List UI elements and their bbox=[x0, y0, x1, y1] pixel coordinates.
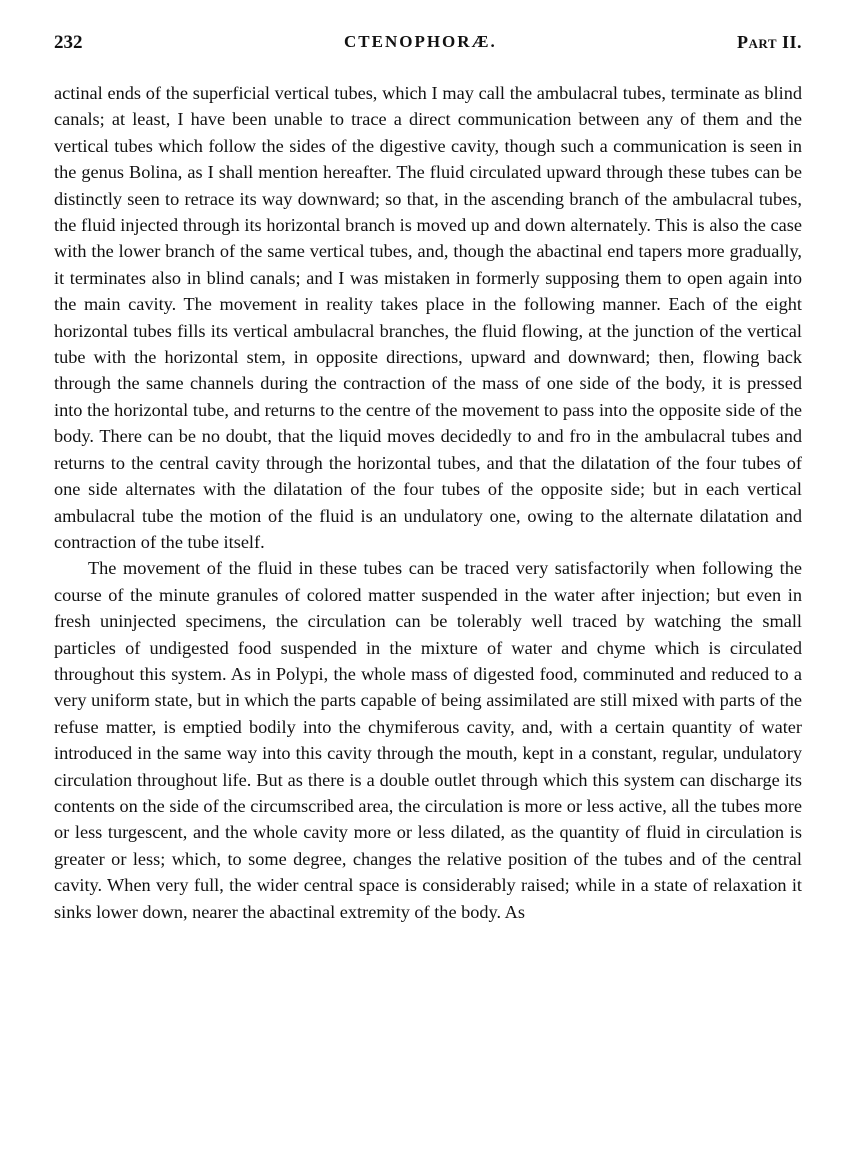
part-label: Part II. bbox=[737, 32, 802, 52]
running-title: CTENOPHORÆ. bbox=[344, 32, 497, 51]
paragraph-continued: actinal ends of the superficial vertical tubes, which I may call the ambulacral tubes, terminate as blind canals; at least, I have been unable to trace a direct communication between any of them and the vertical tubes which follow the sides of the digestive cavity, though such a communication is seen in the genus Bolina, as I shall mention hereafter. The fluid circulated upward through these tubes can be distinctly seen to retrace its way downward; so that, in the ascending branch of the ambulacral tubes, the fluid injected through its horizontal branch is moved up and down alternately. This is also the case with the lower branch of the same vertical tubes, and, though the abactinal end tapers more gradually, it terminates also in blind canals; and I was mistaken in formerly supposing them to open again into the main cavity. The movement in reality takes place in the following manner. Each of the eight horizontal tubes fills its vertical ambulacral branches, the fluid flowing, at the junction of the vertical tube with the horizontal stem, in opposite directions, upward and downward; then, flowing back through the same channels during the contraction of the mass of one side of the body, it is pressed into the horizontal tube, and returns to the centre of the movement to pass into the opposite side of the body. There can be no doubt, that the liquid moves decidedly to and fro in the ambulacral tubes and returns to the central cavity through the horizontal tubes, and that the dilatation of the four tubes of one side alternates with the dilatation of the four tubes of the opposite side; but in each vertical ambulacral tube the motion of the fluid is an undulatory one, owing to the alternate dilatation and contraction of the tube itself. bbox=[54, 83, 802, 552]
paragraph: The movement of the fluid in these tubes can be traced very satisfactorily when following the course of the minute granules of colored matter suspended in the water after injection; but even in fresh uninjected specimens, the circulation can be tolerably well traced by watching the small particles of undigested food suspended in the mixture of water and chyme which is circulated throughout this system. As in Polypi, the whole mass of digested food, comminuted and reduced to a very uniform state, but in which the parts capable of being assimilated are still mixed with parts of the refuse matter, is emptied bodily into the chymiferous cavity, and, with a certain quantity of water introduced in the same way into this cavity through the mouth, kept in a constant, regular, undulatory circulation throughout life. But as there is a double outlet through which this system can discharge its contents on the side of the circumscribed area, the circulation is more or less active, all the tubes more or less turgescent, and the whole cavity more or less dilated, as the quantity of fluid in circulation is greater or less; which, to some degree, changes the relative position of the tubes and of the central cavity. When very full, the wider central space is considerably raised; while in a state of relaxation it sinks lower down, nearer the abactinal extremity of the body. As bbox=[54, 558, 802, 922]
page-number: 232 bbox=[54, 32, 83, 53]
body-text bbox=[54, 80, 802, 925]
book-page bbox=[54, 30, 802, 925]
page-header bbox=[54, 30, 802, 60]
